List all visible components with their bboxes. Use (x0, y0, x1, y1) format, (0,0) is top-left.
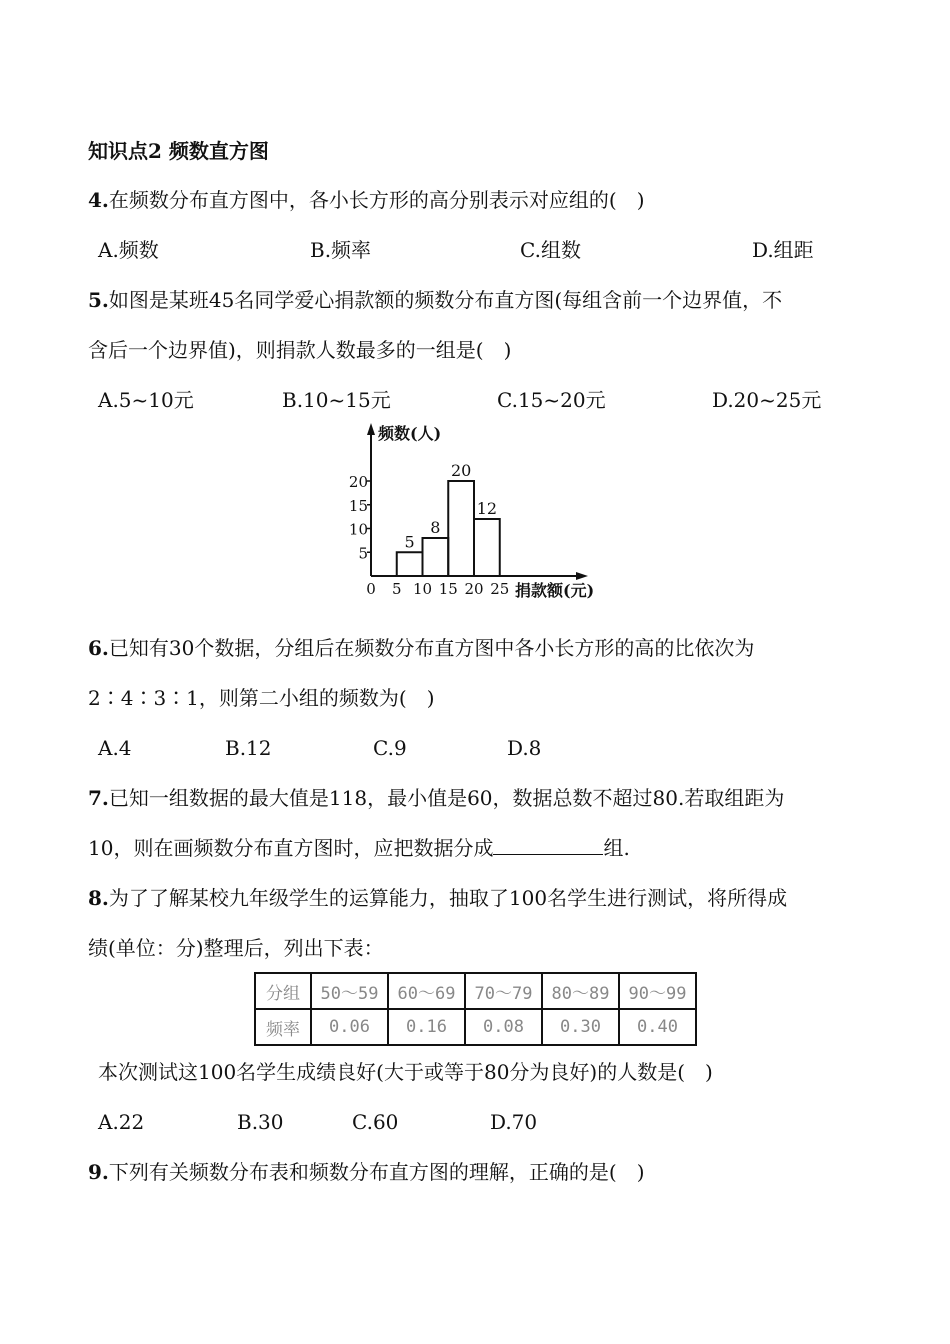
q6-option-b: B.12 (225, 736, 272, 760)
q8-option-b: B.30 (237, 1110, 284, 1134)
q8-option-d: D.70 (490, 1110, 538, 1134)
histogram-bar (448, 481, 474, 576)
table-row (255, 973, 696, 1009)
q6-option-d: D.8 (507, 736, 542, 760)
question-8 (88, 884, 787, 912)
question-text: 下列有关频数分布表和频数分布直方图的理解，正确的是( ) (108, 1160, 645, 1184)
x-tick-label: 15 (438, 580, 458, 598)
question-6 (88, 634, 754, 662)
bar-data-label: 20 (450, 461, 472, 480)
question-number: 6. (88, 636, 109, 660)
q4-option-c: C.组数 (520, 238, 581, 262)
x-tick-label: 10 (412, 580, 433, 598)
question-text-end: 组. (603, 836, 630, 860)
x-tick-label: 25 (490, 580, 510, 598)
question-number: 4. (88, 188, 109, 212)
question-number: 7. (88, 786, 109, 810)
table-row (255, 1009, 696, 1045)
q8-option-a: A.22 (98, 1110, 145, 1134)
bar-data-label: 12 (476, 499, 498, 518)
table-cell: 分组 (255, 973, 311, 1009)
table-cell: 0.06 (311, 1009, 388, 1045)
question-9 (88, 1158, 645, 1186)
q6-option-a: A.4 (98, 736, 132, 760)
y-tick-label: 20 (348, 473, 368, 491)
x-axis-label: 捐款额(元) (515, 581, 595, 600)
question-text: 已知一组数据的最大值是118，最小值是60，数据总数不超过80.若取组距为 (108, 786, 785, 810)
question-text: 已知有30个数据，分组后在频数分布直方图中各小长方形的高的比依次为 (108, 636, 755, 660)
question-8-prompt: 本次测试这100名学生成绩良好(大于或等于80分为良好)的人数是( ) (98, 1060, 713, 1084)
question-number: 9. (88, 1160, 109, 1184)
question-7-cont (88, 834, 630, 862)
question-5-cont: 含后一个边界值)，则捐款人数最多的一组是( ) (88, 338, 512, 362)
q5-option-d: D.20~25元 (712, 388, 822, 412)
frequency-table (254, 972, 697, 1046)
question-7 (88, 784, 784, 812)
table-cell: 频率 (255, 1009, 311, 1045)
x-tick-label: 20 (464, 580, 484, 598)
table-cell: 50～59 (311, 973, 388, 1009)
question-text: 在频数分布直方图中，各小长方形的高分别表示对应组的( ) (108, 188, 645, 212)
histogram-chart (340, 420, 620, 605)
table-cell: 90～99 (619, 973, 696, 1009)
question-number: 5. (88, 288, 109, 312)
q4-option-d: D.组距 (752, 238, 814, 262)
q6-option-c: C.9 (373, 736, 407, 760)
y-tick-label: 15 (348, 496, 368, 515)
question-5 (88, 286, 782, 314)
y-axis-label: 频数(人) (378, 424, 442, 443)
table-cell: 0.08 (465, 1009, 542, 1045)
table-cell: 60～69 (388, 973, 465, 1009)
question-8-cont: 绩(单位：分)整理后，列出下表： (88, 936, 384, 960)
table-cell: 0.40 (619, 1009, 696, 1045)
q8-option-c: C.60 (352, 1110, 399, 1134)
x-axis-arrow (576, 572, 588, 580)
table-cell: 80～89 (542, 973, 619, 1009)
y-tick-label: 5 (358, 544, 368, 563)
q4-option-a: A.频数 (98, 238, 159, 262)
x-tick-label: 0 (366, 580, 376, 598)
bar-data-label: 5 (404, 532, 415, 552)
table-cell: 0.16 (388, 1009, 465, 1045)
question-4 (88, 186, 645, 214)
x-tick-label: 5 (391, 580, 402, 598)
question-text: 10，则在画频数分布直方图时，应把数据分成 (88, 836, 494, 860)
histogram-bar (423, 538, 449, 576)
q4-option-b: B.频率 (310, 238, 372, 262)
y-tick-label: 10 (348, 520, 368, 539)
question-text: 为了了解某校九年级学生的运算能力，抽取了100名学生进行测试，将所得成 (108, 886, 788, 910)
question-text: 如图是某班45名同学爱心捐款额的频数分布直方图(每组含前一个边界值，不 (108, 288, 783, 312)
question-number: 8. (88, 886, 109, 910)
answer-blank[interactable] (493, 834, 603, 855)
table-cell: 0.30 (542, 1009, 619, 1045)
q5-option-c: C.15~20元 (497, 388, 606, 412)
question-6-cont: 2∶4∶3∶1，则第二小组的频数为( ) (88, 686, 435, 710)
q5-option-a: A.5~10元 (98, 388, 194, 412)
histogram-bar (397, 552, 423, 576)
bar-data-label: 8 (430, 518, 441, 537)
y-axis-arrow (367, 423, 375, 435)
histogram-bar (474, 519, 500, 576)
table-cell: 70～79 (465, 973, 542, 1009)
section-title: 知识点2 频数直方图 (88, 139, 269, 163)
q5-option-b: B.10~15元 (282, 388, 391, 412)
